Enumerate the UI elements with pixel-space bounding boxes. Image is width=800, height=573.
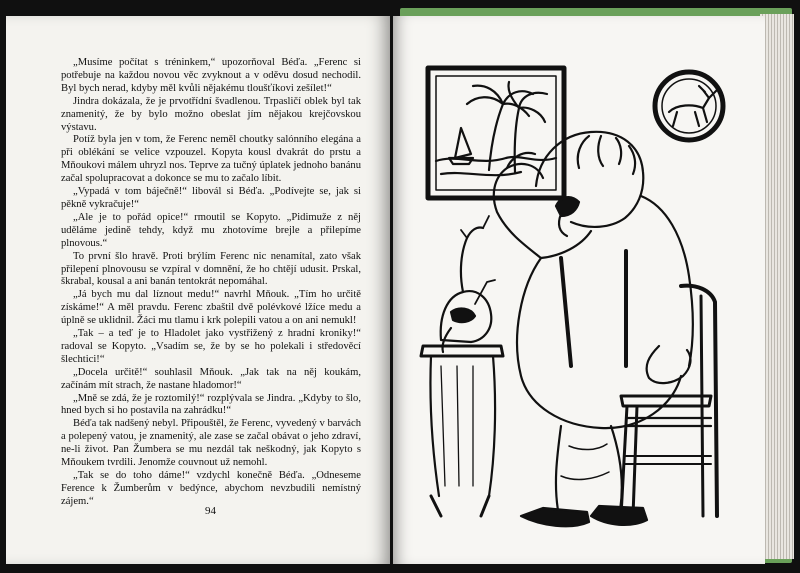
paragraph: „Já bych mu dal líznout medu!“ navrhl Mňouk. „Tím ho určitě získáme!“ A měl pravdu. Ferenc zbaštil dvě polévkové lžíce medu a úplně se uklidnil. Žáci mu tlamu i krk polepili vatou a on ani nemukl! (61, 289, 361, 327)
story-text (61, 57, 361, 509)
paragraph: „Tak – a teď je to Hladolet jako vystřižený z hradní kroniky!“ radoval se Kopyto. „Vsadím se, že by se ho polekali i středověcí šlechtici!“ (61, 328, 361, 365)
paragraph: „Mně se zdá, že je roztomilý!“ rozplývala se Jindra. „Kdyby to šlo, hned bych si ho postavila na zahrádku!“ (61, 392, 361, 417)
paragraph: To první šlo hravě. Proti brýlím Ferenc nic nenamítal, zato však přilepení plnovousu se vzpíral v domnění, že ho chtějí udusit. Prskal, škrabal, kousal a ani banán tentokrát nepomáhal. (61, 250, 361, 288)
page-edges (760, 14, 794, 559)
man-figure (494, 132, 693, 526)
paragraph: Béďa tak nadšený nebyl. Připouštěl, že Ferenc, vyvedený v barvách a polepený vatou, je znamenitý, ale zase se začal obávat o jeho zdraví, ne-li život. Pan Žumbera se mu nezdál tak neškodný, jak Kopyto s Mňoukem tvrdili. Jenomže couvnout už nemohl. (61, 418, 361, 469)
paragraph: „Tak se do toho dáme!“ vzdychl konečně Béďa. „Odneseme Ference k Žumberům v bedýnce, abychom nevzbudili nemístný zájem.“ (61, 470, 361, 507)
page-number: 94 (205, 505, 216, 517)
paragraph: Jindra dokázala, že je prvotřídní švadlenou. Trpasličí oblek byl tak znamenitý, že by bylo možno obeslat jím nějakou krejčovskou výstavu. (61, 95, 361, 133)
left-page (6, 16, 390, 564)
paragraph: „Docela určitě!“ souhlasil Mňouk. „Jak tak na něj koukám, začínám mít strach, že nastane hladomor!“ (61, 366, 361, 391)
deer-emblem (655, 72, 723, 140)
paragraph: „Ale je to pořád opice!“ rmoutil se Kopyto. „Pidimuže z něj uděláme jedině tehdy, když mu zhotovíme brejle a přilepíme plnovous.“ (61, 211, 361, 249)
right-page (393, 16, 765, 564)
paragraph: „Vypadá v tom báječně!“ libovál si Béďa. „Podívejte se, jak si pěkně vykračuje!“ (61, 186, 361, 210)
paragraph: „Musíme počítat s tréninkem,“ upozorňoval Béďa. „Ferenc si potřebuje na každou novou věc zvyknout a v oděvu dosud nechodil. Byl bych nerad, kdyby měl kvůli nějakému tloušťíkovi zešílet!“ (61, 57, 361, 94)
paragraph: Potíž byla jen v tom, že Ferenc neměl choutky salónního elegána a při oblékání se velice vzpouzel. Kopyta kousl dvakrát do prstu a Mňoukovi málem uhryzl nos. Teprve za tučný úplatek jednoho banánu začal spolupracovat a dokonce se mu to začalo líbit. (61, 134, 361, 185)
table-with-monkey (421, 216, 503, 516)
illustration (411, 46, 741, 546)
